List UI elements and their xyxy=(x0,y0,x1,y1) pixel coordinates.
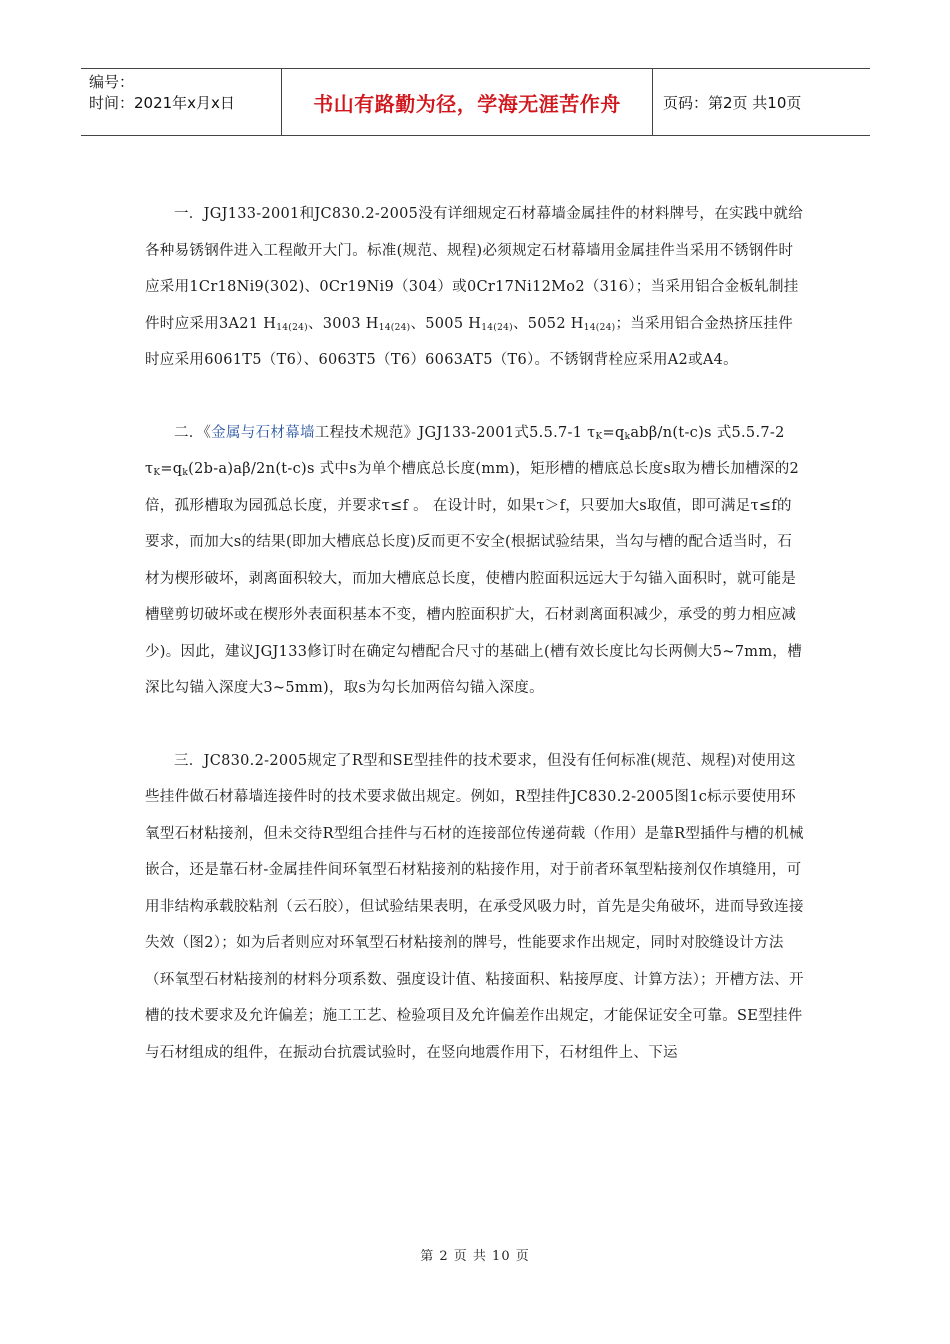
document-header xyxy=(81,68,870,136)
p2-subscript-3: K xyxy=(153,468,161,478)
header-page-number: 页码：第2页 共10页 xyxy=(663,93,802,112)
page-footer: 第 2 页 共 10 页 xyxy=(420,1249,530,1264)
serial-number-label: 编号： xyxy=(89,73,135,91)
p2-subscript-1: K xyxy=(595,431,603,442)
date-label: 时间：2021年x月x日 xyxy=(89,94,235,112)
paragraph-3: 三．JC830.2-2005规定了R型和SE型挂件的技术要求，但没有任何标准(规范、规程)对使用这些挂件做石材幕墙连接件时的技术要求做出规定。例如，R型挂件JC830.2-2005图1c标示要使用环氧型石材粘接剂，但未交待R型组合挂件与石材的连接部位传递荷载（作用）是靠R型插件与槽的机械嵌合，还是靠石材-金属挂件间环氧型石材粘接剂的粘接作用，对于前者环氧型粘接剂仅作填缝用，可用非结构承载胶粘剂（云石胶），但试验结果表明，在承受风吸力时，首先是尖角破坏，进而导致连接失效（图2）；如为后者则应对环氧型石材粘接剂的牌号，性能要求作出规定，同时对胶缝设计方法（环氧型石材粘接剂的材料分项系数、强度设计值、粘接面积、粘接厚度、计算方法）；开槽方法、开槽的技术要求及允许偏差；施工工艺、检验项目及允许偏差作出规定，才能保证安全可靠。SE型挂件与石材组成的组件，在振动台抗震试验时，在竖向地震作用下，石材组件上、下运 xyxy=(145,752,804,1061)
p1-text-a: 一．JGJ133-2001和JC830.2-2005没有详细规定石材幕墙金属挂件的材料牌号，在实践中就给各种易锈钢件进入工程敞开大门。标准(规范、规程)必须规定石材幕墙用金属挂件当采用不锈钢件时应采用1Cr18Ni9(302)、0Cr19Ni9（304）或0Cr17Ni12M xyxy=(145,206,804,295)
p1-text-b: o2（316）；当采用铝合金板轧制挂件时应采用3A21 H xyxy=(145,279,799,332)
p2-subscript-2: k xyxy=(624,431,631,442)
p1-text-e: 、5052 H xyxy=(512,315,584,332)
p2-text-c: =q xyxy=(602,424,625,441)
p1-text-f: ；当采用铝合金热挤压挂件时应采用6061T5（T6）、6063T5（T6）6063AT5（T6）。不锈钢背栓应采用A2或A4。 xyxy=(145,315,794,368)
document-body xyxy=(145,196,805,1071)
header-meta xyxy=(81,69,281,135)
p1-subscript-3: 14(24) xyxy=(481,322,513,333)
paragraph-gap xyxy=(145,379,805,415)
p2-text-d: abβ/n(t-c)s 式5.5.7-2 τ xyxy=(145,424,785,477)
p1-subscript-2: 14(24) xyxy=(378,322,411,333)
p2-text-f: (2b-a)aβ/2n(t-c)s 式中s为单个槽底总长度(mm)，矩形槽的槽底总长度s取为槽长加槽深的2倍，孤形槽取为园孤总长度，并要求τ≤f 。 在设计时，如果τ＞f，只要加大s取值，即可满足τ≤f的要求，而加大s的结果(即加大槽底总长度)反而更不安全(根据试验结果，当勾与槽的配合适当时，石材为楔形破坏，剥离面积较大，而加大槽底总长度，使槽内腔面积远远大于勾锚入面积时，就可能是槽壁剪切破坏或在楔形外表面积基本不变，槽内腔面积扩大，石材剥离面积减少，承受的剪力相应减少)。因此，建议JGJ133修订时在确定勾槽配合尺寸的基础上(槽有效长度比勾长两侧大5~7mm，槽深比勾锚入深度大3~5mm)，取s为勾长加两倍勾锚入深度。 xyxy=(145,461,802,696)
p1-subscript-1: 14(24) xyxy=(276,322,308,333)
paragraph-1 xyxy=(145,196,805,379)
p1-subscript-4: 14(24) xyxy=(583,322,616,333)
p1-text-c: 、3003 H xyxy=(307,315,379,332)
paragraph-2 xyxy=(145,415,805,707)
p2-subscript-4: k xyxy=(182,468,189,478)
header-motto: 书山有路勤为径，学海无涯苦作舟 xyxy=(281,69,653,135)
p2-text-a: 二．《 xyxy=(174,424,212,441)
p2-text-b: 工程技术规范》JGJ133-2001式5.5.7-1 τ xyxy=(314,424,596,441)
standard-link[interactable]: 金属与石材幕墙 xyxy=(211,424,315,441)
p2-text-e: =q xyxy=(160,461,183,477)
p1-text-d: 、5005 H xyxy=(410,315,482,332)
paragraph-gap xyxy=(145,707,805,743)
